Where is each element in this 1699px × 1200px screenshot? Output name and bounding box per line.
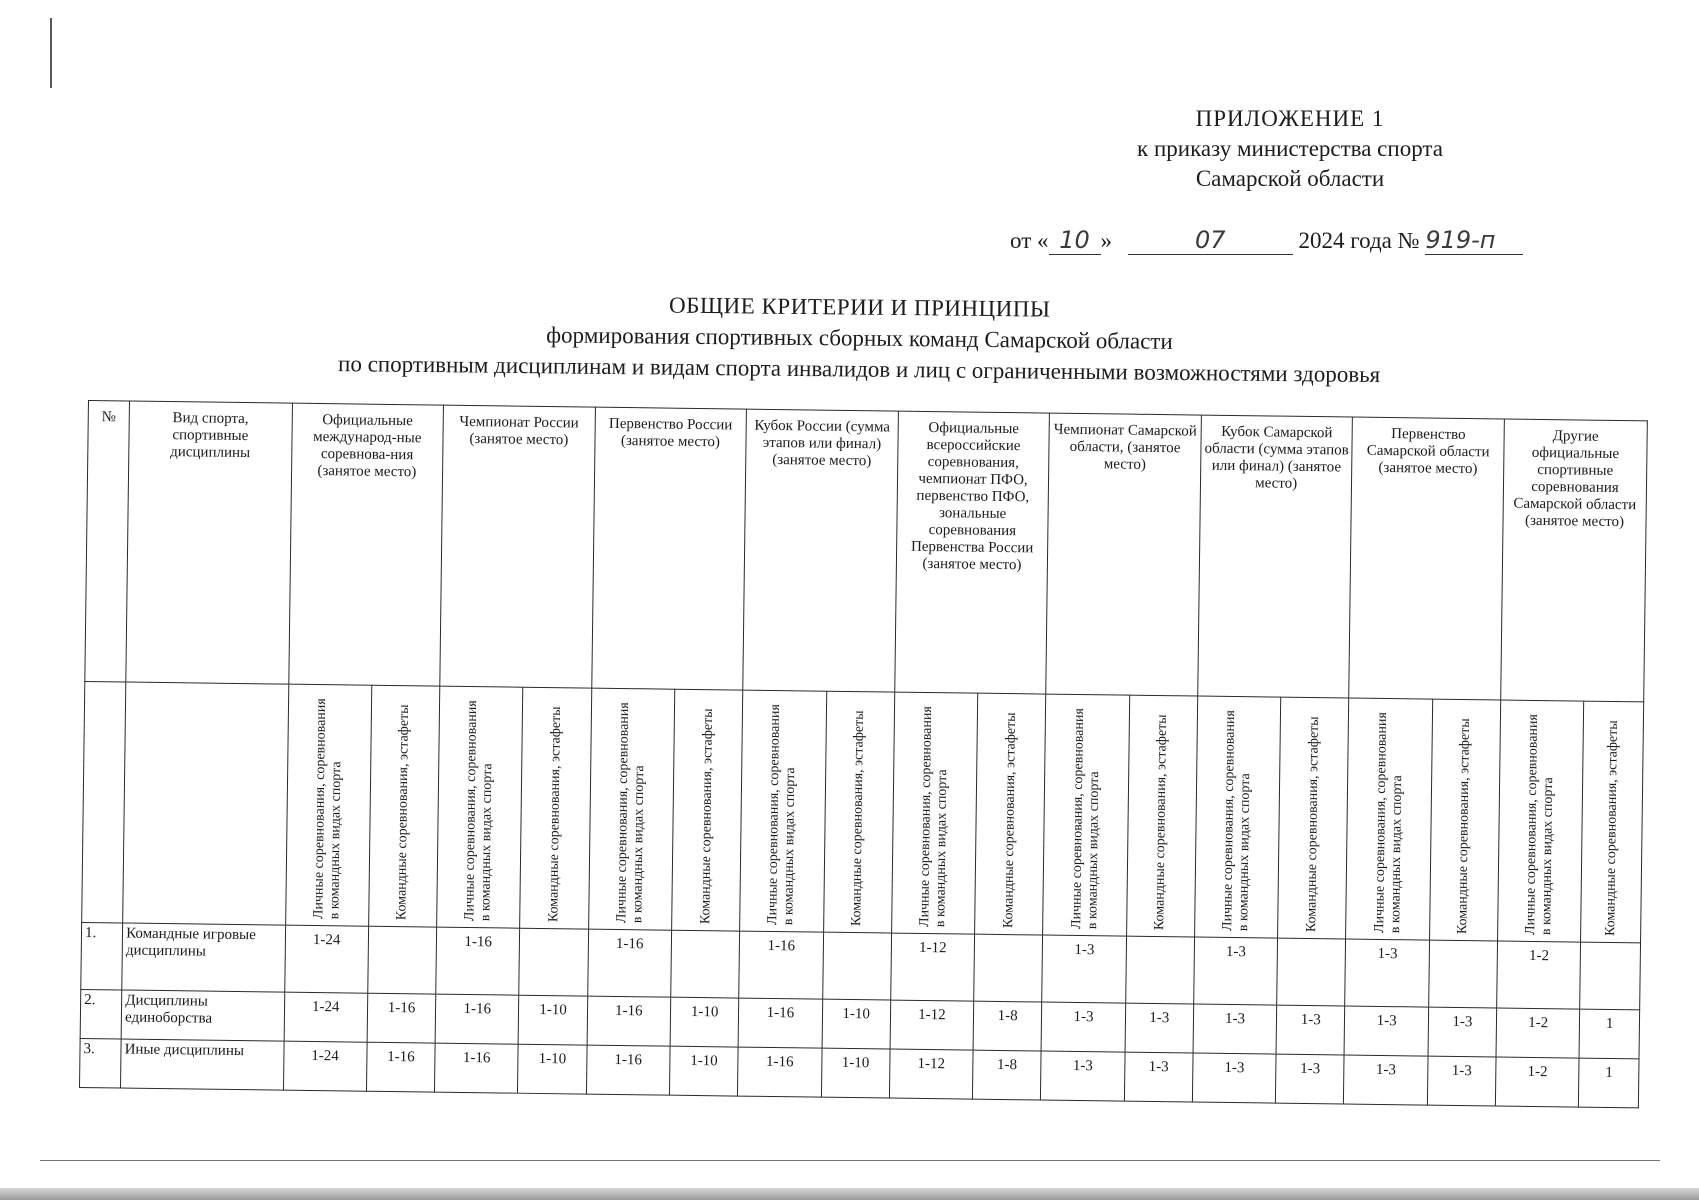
header-group-russia-championship: Чемпионат России (занятое место) [440, 405, 595, 688]
region-name: Самарской области [1195, 166, 1385, 191]
subheader-team: Командные соревнования, эстафеты [368, 685, 439, 927]
table-cell: 1-10 [821, 1048, 890, 1098]
table-cell: 1-10 [518, 1044, 587, 1094]
order-day: 10 [1049, 226, 1101, 255]
subheader-personal: Личные соревнования, соревнования в командных видах спорта [1498, 700, 1585, 942]
header-group-samara-youth: Первенство Самарской области (занятое место) [1349, 417, 1504, 700]
table-cell [1428, 940, 1497, 1008]
header-group-samara-other: Другие официальные спортивные соревнования Самарской области (занятое место) [1501, 419, 1648, 702]
order-number: 919-п [1425, 226, 1523, 255]
subheader-team: Командные соревнования, эстафеты [520, 687, 591, 929]
table-cell: 1-2 [1495, 1057, 1579, 1107]
table-cell: 1-24 [283, 1041, 367, 1091]
table-cell: 1-3 [1276, 1054, 1345, 1104]
title-line-2: формирования спортивных сборных команд Самарской области [546, 322, 1173, 354]
table-cell: 1-3 [1344, 1055, 1428, 1105]
scan-edge [0, 1188, 1699, 1200]
subheader-team: Командные соревнования, эстафеты [823, 691, 894, 933]
subheader-personal: Личные соревнования, соревнования в командных видах спорта [588, 688, 675, 930]
table-cell [671, 930, 740, 998]
subheader-personal: Личные соревнования, соревнования в командных видах спорта [1043, 694, 1130, 936]
subheader-personal: Личные соревнования, соревнования в командных видах спорта [1194, 696, 1281, 938]
table-cell: 1-3 [1193, 1004, 1277, 1054]
table-cell: 1-3 [1427, 1056, 1496, 1106]
title-line-3: по спортивным дисциплинам и видам спорта инвалидов и лиц с ограниченными возможностями здоровья [337, 351, 1381, 388]
table-cell: 1-16 [586, 1045, 670, 1095]
table-cell: 1-10 [670, 997, 739, 1047]
table-cell: 1-3 [1041, 1002, 1125, 1052]
subheader-personal: Личные соревнования, соревнования в командных видах спорта [285, 684, 372, 926]
document-title [229, 285, 1490, 391]
table-cell [368, 926, 437, 994]
table-cell [822, 932, 891, 1000]
table-cell: 1-8 [973, 1050, 1042, 1100]
table-cell: 1-16 [739, 931, 823, 999]
table-cell: 1-3 [1125, 1003, 1194, 1053]
table-cell: 1-3 [1124, 1052, 1193, 1102]
page-bottom-rule [40, 1160, 1660, 1161]
year-label: 2024 года № [1298, 228, 1420, 253]
table-cell: 1-10 [669, 1046, 738, 1096]
title-line-1: ОБЩИЕ КРИТЕРИИ И ПРИНЦИПЫ [668, 292, 1051, 322]
table-cell: 1-16 [738, 1047, 822, 1097]
table-cell: 1-12 [890, 933, 974, 1001]
header-group-all-russian: Официальные всероссийские соревнования, чемпионат ПФО, первенство ПФО, зональные соревнования Первенства России (занятое место) [895, 411, 1050, 694]
table-cell: 1-24 [284, 992, 368, 1042]
row-number: 1. [81, 922, 123, 990]
header-group-international: Официальные международ-ные соревнова-ния (занятое место) [288, 403, 443, 686]
table-cell: 1-24 [284, 925, 368, 993]
table-cell: 1-3 [1041, 1051, 1125, 1101]
subheader-empty-no [82, 681, 126, 923]
subheader-team: Командные соревнования, эстафеты [975, 693, 1046, 935]
table-cell: 1 [1579, 1058, 1639, 1108]
order-month: 07 [1128, 226, 1293, 255]
criteria-table-wrapper [79, 400, 1648, 1108]
header-group-russia-youth: Первенство России (занятое место) [591, 407, 746, 690]
table-cell: 1-3 [1345, 939, 1429, 1007]
subheader-team: Командные соревнования, эстафеты [1581, 701, 1644, 943]
row-sport-name: Дисциплины единоборства [121, 990, 284, 1041]
row-sport-name: Иные дисциплины [121, 1039, 284, 1090]
table-cell: 1-16 [436, 927, 520, 995]
table-cell: 1 [1579, 1009, 1639, 1059]
header-row-subcolumns [82, 681, 1644, 942]
table-cell [1277, 938, 1346, 1006]
subheader-empty-sport [123, 682, 289, 925]
table-cell [1125, 936, 1194, 1004]
table-cell: 1-10 [822, 999, 891, 1049]
table-cell: 1-16 [435, 994, 519, 1044]
row-sport-name: Командные игровые дисциплины [122, 923, 285, 992]
header-no: № [85, 401, 130, 683]
table-cell: 1-16 [738, 998, 822, 1048]
table-cell: 1-2 [1496, 1008, 1580, 1058]
table-cell: 1-12 [890, 1000, 974, 1050]
row-number: 2. [80, 989, 122, 1039]
quote-close: » [1100, 228, 1112, 253]
table-cell [974, 934, 1043, 1002]
header-group-samara-cup: Кубок Самарской области (сумма этапов или финал) (занятое место) [1198, 415, 1353, 698]
table-cell: 1-12 [889, 1049, 973, 1099]
subheader-team: Командные соревнования, эстафеты [672, 689, 743, 931]
table-cell [1580, 942, 1640, 1010]
table-cell: 1-16 [587, 996, 671, 1046]
criteria-table [79, 400, 1648, 1108]
subheader-personal: Личные соревнования, соревнования в командных видах спорта [1346, 698, 1433, 940]
subheader-personal: Личные соревнования, соревнования в командных видах спорта [891, 692, 978, 934]
table-cell: 1-3 [1276, 1005, 1345, 1055]
table-cell: 1-3 [1042, 935, 1126, 1003]
table-cell: 1-2 [1497, 941, 1581, 1009]
subheader-team: Командные соревнования, эстафеты [1278, 697, 1349, 939]
header-group-samara-championship: Чемпионат Самарской области, (занятое место) [1046, 413, 1201, 696]
row-number: 3. [80, 1038, 122, 1088]
margin-mark [50, 18, 52, 88]
approval-block [1040, 104, 1540, 194]
table-cell: 1-3 [1194, 937, 1278, 1005]
table-cell: 1-16 [435, 1043, 519, 1093]
subheader-personal: Личные соревнования, соревнования в командных видах спорта [437, 686, 524, 928]
subheader-personal: Личные соревнования, соревнования в командных видах спорта [740, 690, 827, 932]
appendix-label: ПРИЛОЖЕНИЕ 1 [1195, 106, 1385, 131]
header-sport: Вид спорта, спортивные дисциплины [126, 401, 292, 684]
table-cell: 1-3 [1428, 1007, 1497, 1057]
order-date-line [1010, 226, 1570, 255]
subheader-team: Командные соревнования, эстафеты [1429, 699, 1500, 941]
subheader-team: Командные соревнования, эстафеты [1126, 695, 1197, 937]
header-row-groups [85, 401, 1648, 702]
order-reference: к приказу министерства спорта [1137, 136, 1443, 161]
table-cell [519, 928, 588, 996]
table-cell: 1-16 [367, 993, 436, 1043]
table-cell: 1-8 [973, 1001, 1042, 1051]
header-group-russia-cup: Кубок России (сумма этапов или финал) (занятое место) [743, 409, 898, 692]
table-cell: 1-10 [519, 995, 588, 1045]
table-cell: 1-16 [587, 929, 671, 997]
table-cell: 1-3 [1345, 1006, 1429, 1056]
table-cell: 1-16 [366, 1042, 435, 1092]
from-label: от « [1010, 228, 1049, 253]
table-cell: 1-3 [1192, 1053, 1276, 1103]
